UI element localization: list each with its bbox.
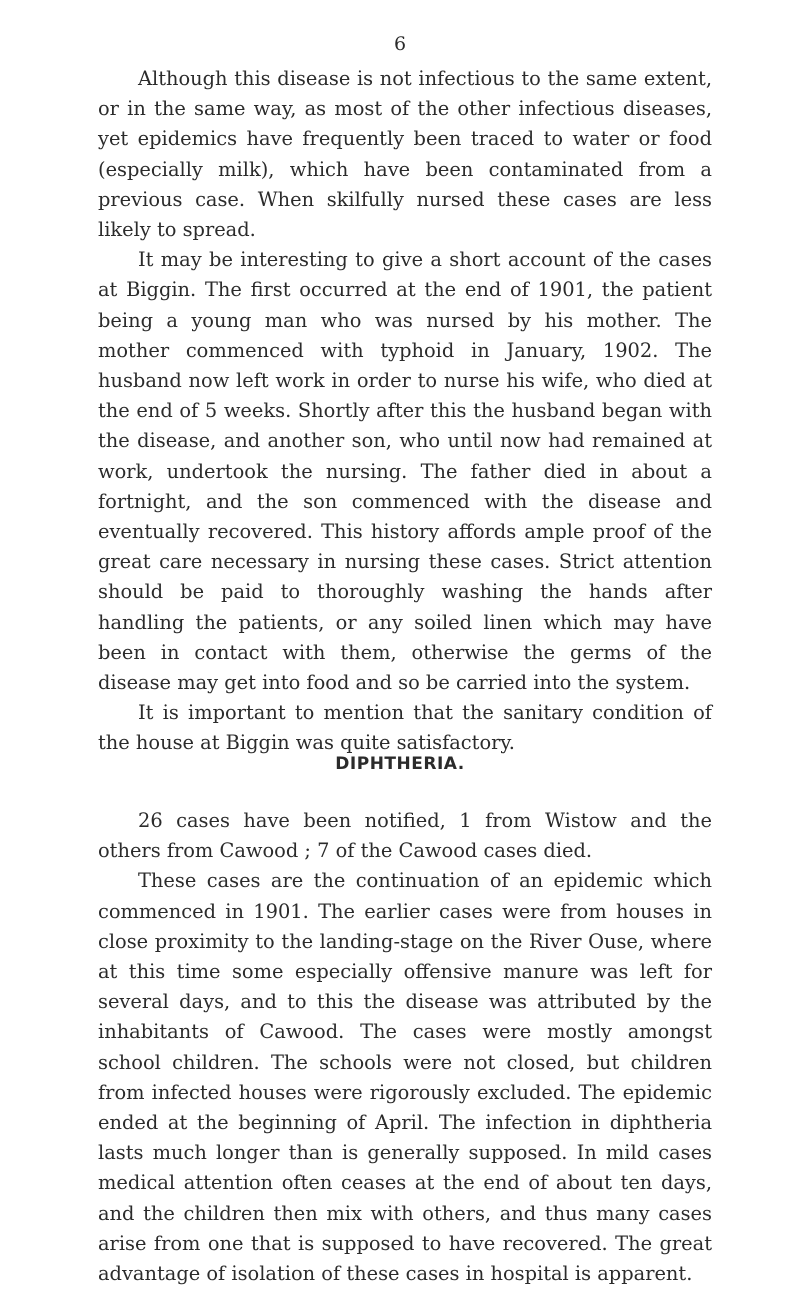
paragraph: 26 cases have been notified, 1 from Wistow and the others from Cawood ; 7 of the Cawood cases died. <box>98 809 712 863</box>
diphtheria-section <box>98 806 712 1289</box>
page-number: 6 <box>393 33 407 55</box>
typhoid-section <box>98 64 712 759</box>
paragraph: Although this disease is not infectious to the same extent, or in the same way, as most of the other infectious diseases, yet epidemics have frequently been traced to water or food (especially milk), which have been contaminated from a previous case. When skilfully nursed these cases are less likely to spread. <box>98 67 712 242</box>
section-heading-diphtheria: DIPHTHERIA. <box>335 754 465 774</box>
paragraph: It may be interesting to give a short account of the cases at Biggin. The first occurred at the end of 1901, the patient being a young man who was nursed by his mother. The mother commenced with typhoid in January, 1902. The husband now left work in order to nurse his wife, who died at the end of 5 weeks. Shortly after this the husband began with the disease, and another son, who until now had remained at work, undertook the nursing. The father died in about a fortnight, and the son commenced with the disease and eventually recovered. This history affords ample proof of the great care necessary in nursing these cases. Strict attention should be paid to thoroughly washing the hands after handling the patients, or any soiled linen which may have been in contact with them, otherwise the germs of the disease may get into food and so be carried into the system. <box>98 248 712 695</box>
paragraph: It is important to mention that the sanitary condition of the house at Biggin was quite satisfactory. <box>98 701 712 755</box>
paragraph: These cases are the continuation of an epidemic which commenced in 1901. The earlier cases were from houses in close proximity to the landing-stage on the River Ouse, where at this time some especially offensive manure was left for several days, and to this the disease was attributed by the inhabitants of Cawood. The cases were mostly amongst school children. The schools were not closed, but children from infected houses were rigorously excluded. The epidemic ended at the beginning of April. The infection in diphtheria lasts much longer than is generally supposed. In mild cases medical attention often ceases at the end of about ten days, and the children then mix with others, and thus many cases arise from one that is supposed to have recovered. The great advantage of isolation of these cases in hospital is apparent. <box>98 869 712 1286</box>
